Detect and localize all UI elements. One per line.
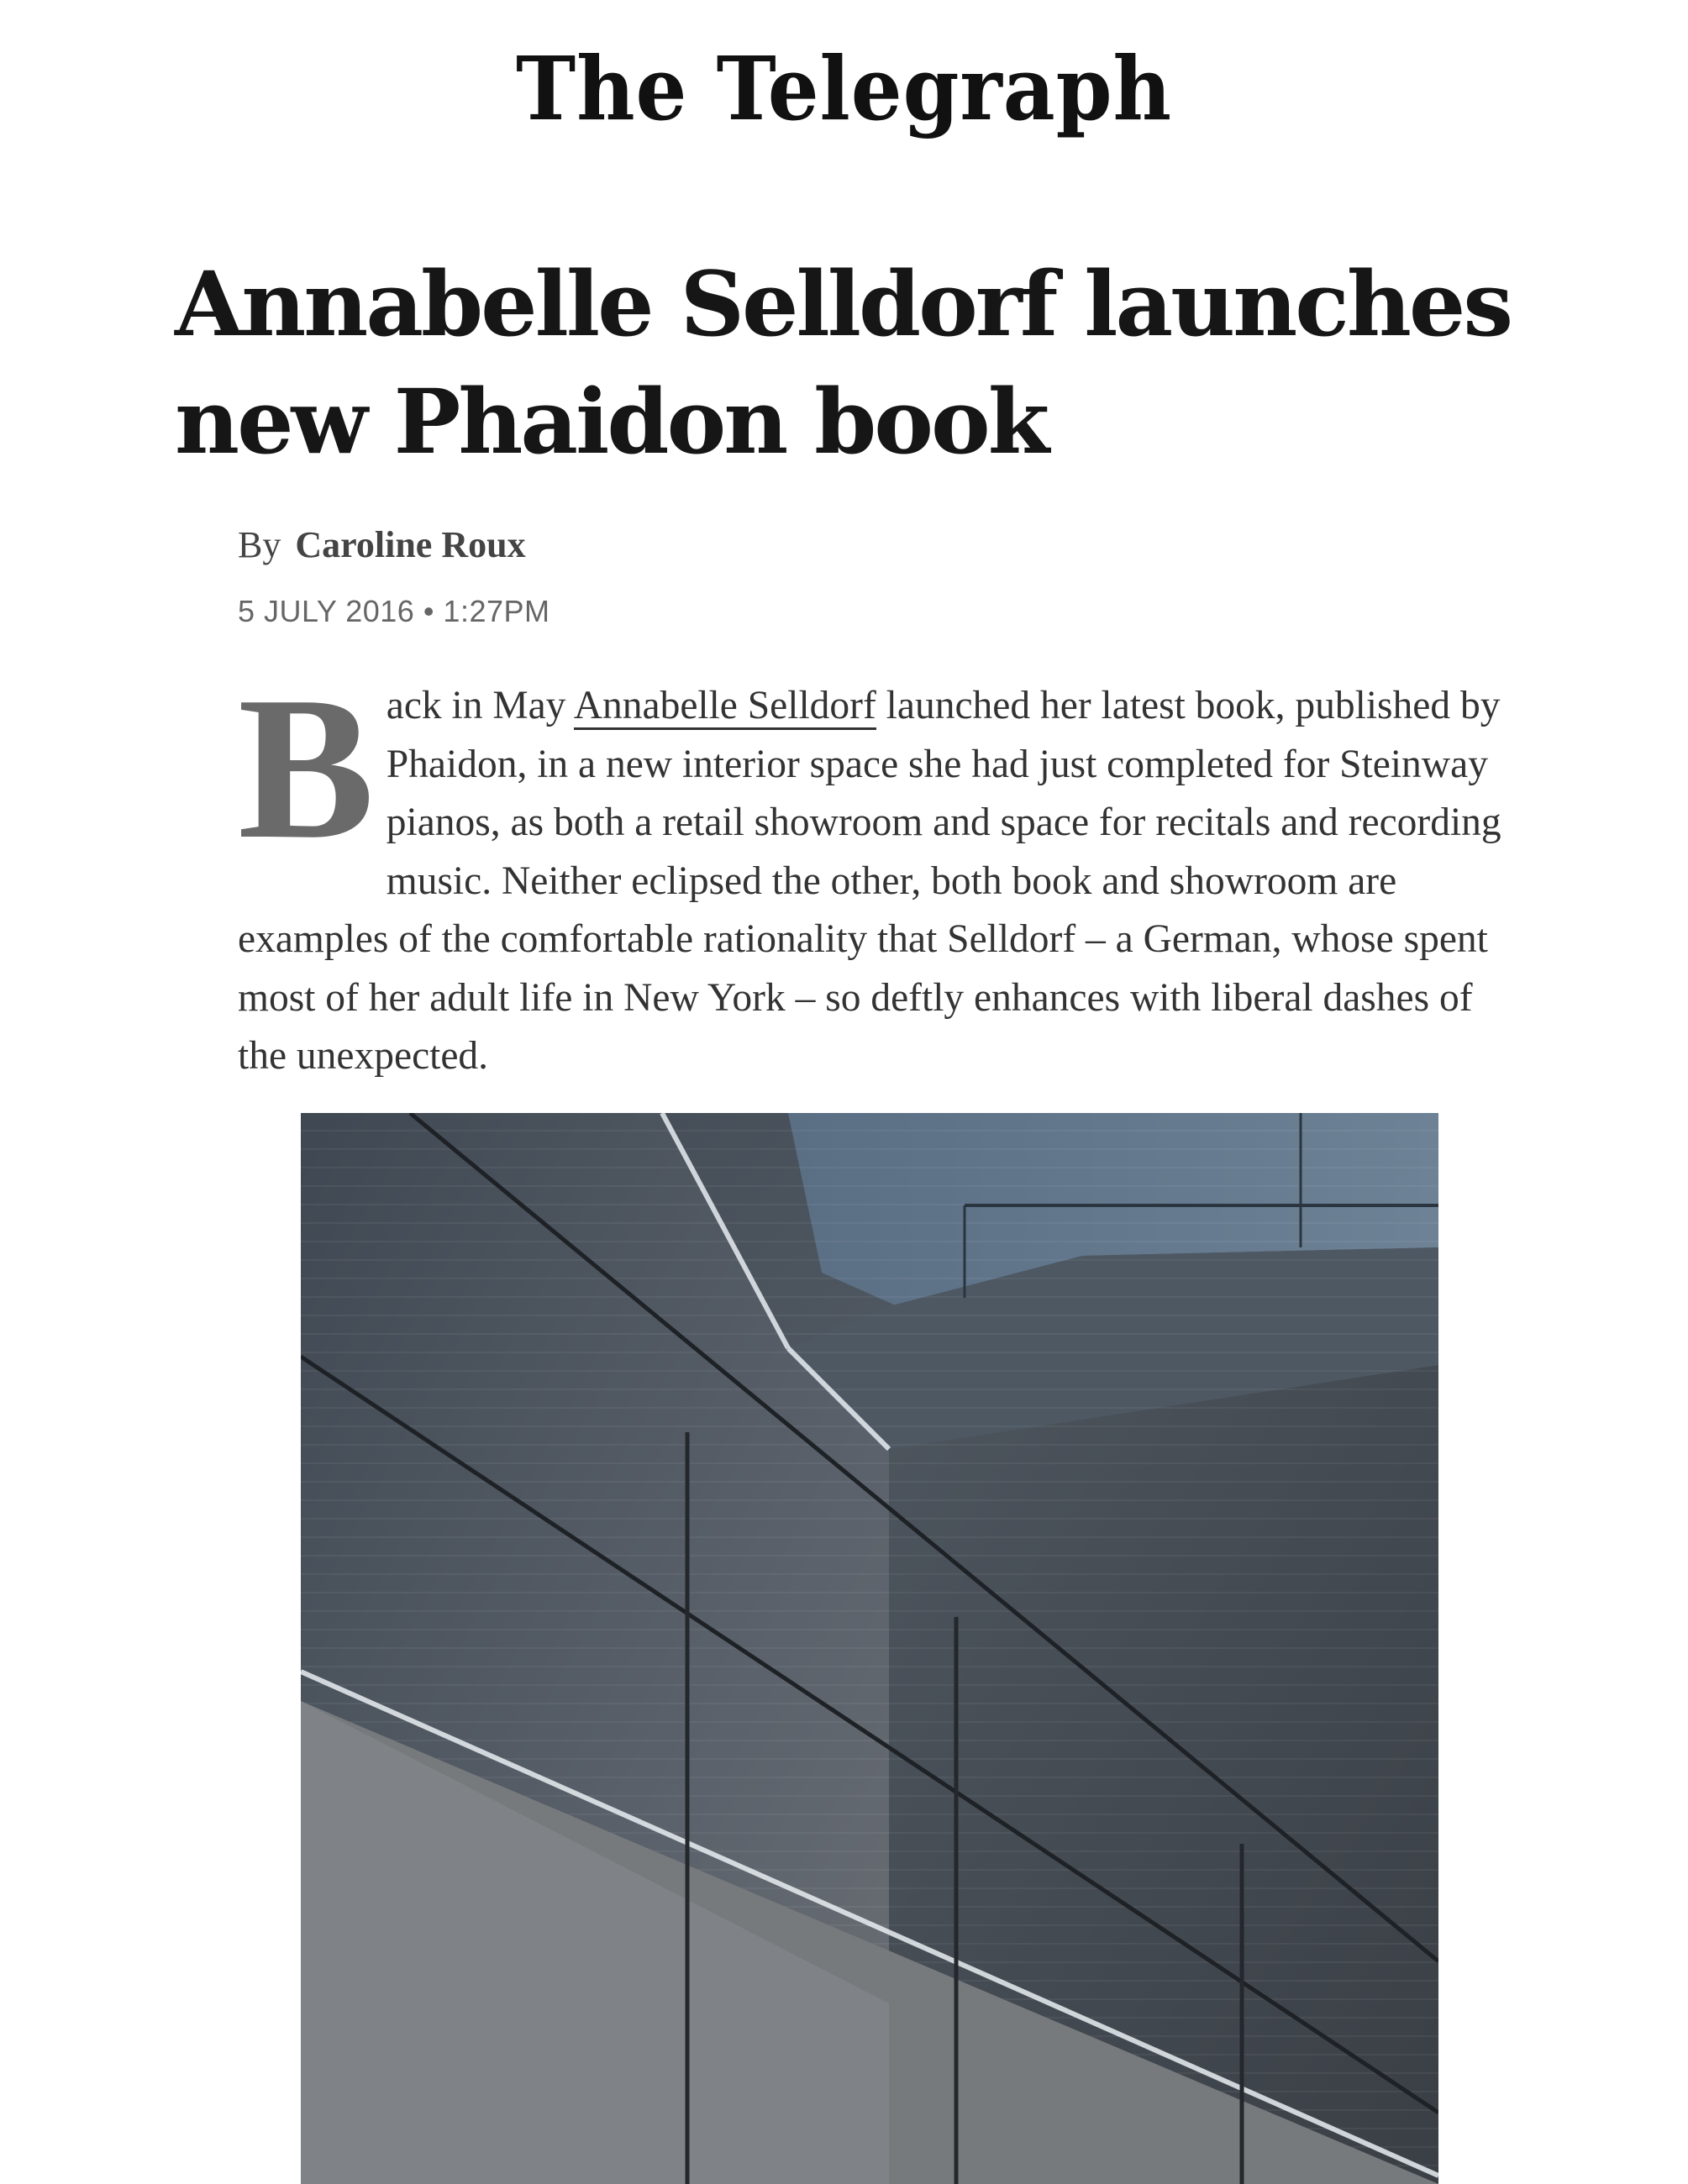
annabelle-selldorf-link[interactable]: Annabelle Selldorf — [574, 684, 876, 730]
byline-prefix: By — [238, 524, 281, 565]
staircase-illustration — [301, 1113, 1438, 2184]
paragraph-text-start: ack in May — [386, 684, 574, 727]
article-paragraph — [238, 654, 1515, 1086]
article-headline: Annabelle Selldorf launches new Phaidon book — [175, 251, 1512, 474]
paragraph-text-rest: launched her latest book, published by Phaidon, in a new interior space she had just completed for Steinway pianos, as both a retail showroom and space for recitals and recording music. Neither eclipsed the other, both book and showroom are examples of the comfortable rationality that Selldorf – a German, whose spent most of her adult life in New York – so deftly enhances with liberal dashes of the unexpected. — [238, 684, 1501, 1078]
masthead — [0, 34, 1688, 143]
publish-date: 5 JULY 2016 • 1:27PM — [238, 594, 550, 628]
article-photo-staircase — [301, 1113, 1438, 2184]
telegraph-logo[interactable]: The Telegraph — [515, 36, 1172, 140]
byline — [238, 522, 526, 568]
drop-cap: B — [238, 654, 375, 881]
author-name[interactable]: Caroline Roux — [295, 524, 526, 565]
